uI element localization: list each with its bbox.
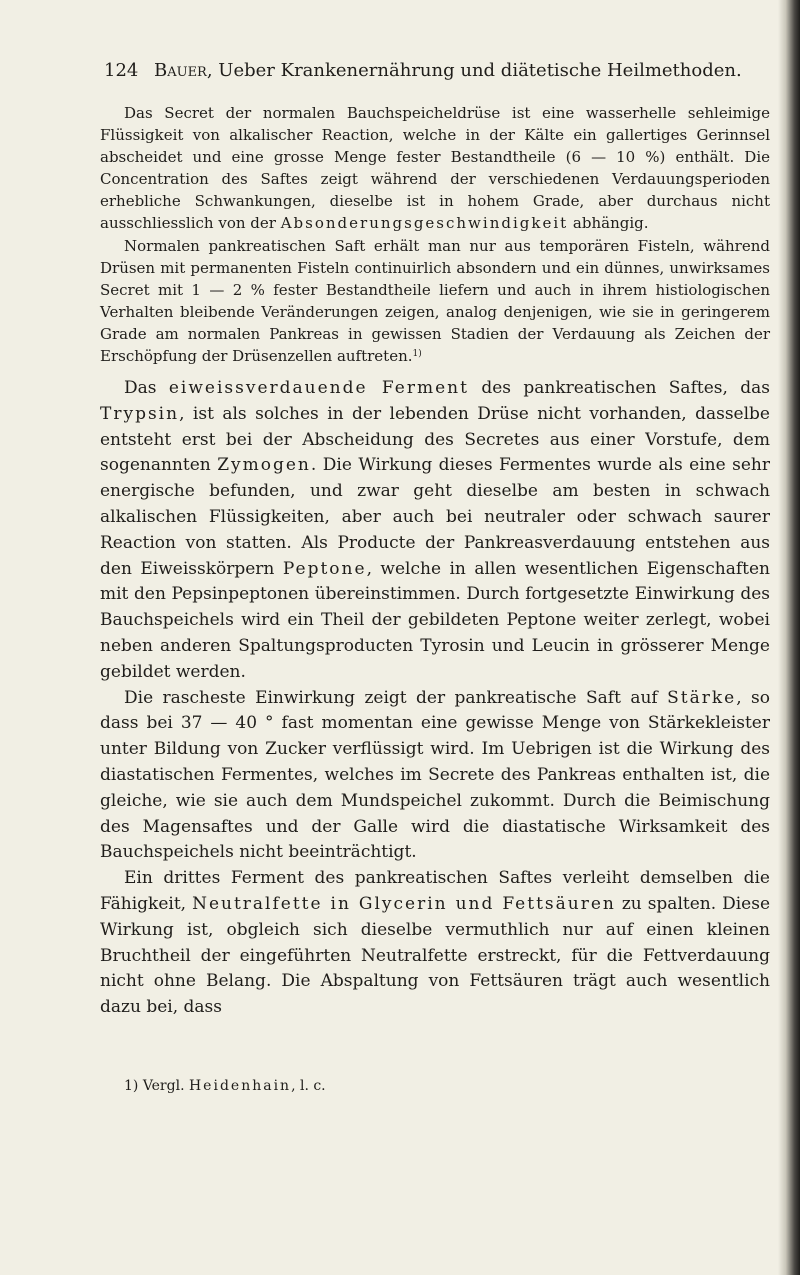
text-run: des pankreatischen Saftes, das xyxy=(468,378,770,398)
text-run: , ist als solches in der lebenden Drüse nicht vorhanden, dasselbe entsteht erst bei der Abscheidung des Secretes aus einer Vorstufe, dem sogenannten xyxy=(100,403,770,476)
footnote-reference: 1) xyxy=(412,349,422,360)
paragraph-1-text: Das Secret der normalen Bauchspeicheldrüse ist eine wasserhelle sehleimige Flüssigkeit von alkalischer Reaction, welche in der Kälte ein gallertiges Gerinnsel abscheidet und eine grosse Menge fester Bestandtheile (6 — 10 %) enthält. Die Concentration des Saftes zeigt während der verschiedenen Verdauungsperioden erhebliche Schwankungen, dieselbe ist in hohem Grade, aber durchaus nicht ausschliesslich von der xyxy=(100,104,770,233)
running-title xyxy=(154,60,742,81)
spaced-term: Trypsin xyxy=(100,403,180,424)
paragraph-1 xyxy=(100,102,770,235)
text-run: Ein drittes Ferment des pankreatischen Saftes verleiht demselben die Fähigkeit, xyxy=(100,868,770,914)
paragraph-2-text: Normalen pankreatischen Saft erhält man nur aus temporären Fisteln, während Drüsen mit permanenten Fisteln continuirlich absondern und ein dünnes, unwirksames Secret mit 1 — 2 % fester Bestandtheile liefern und auch in ihrem histiologischen Verhalten bleibende Veränderungen zeigen, analog denjenigen, wie sie in geringerem Grade am normalen Pankreas in gewissen Stadien der Verdauung als Zeichen der Erschöpfung der Drüsenzellen auftreten. xyxy=(100,236,770,366)
spaced-term: eiweissverdauende Ferment xyxy=(168,378,469,398)
text-run: Die rascheste Einwirkung zeigt der pankreatische Saft auf xyxy=(124,687,668,708)
footnote-text-end: , l. c. xyxy=(291,1078,326,1094)
footnote xyxy=(124,1078,326,1094)
text-run: , so dass bei 37 — 40 ° fast momentan eine gewisse Menge von Stärkekleister unter Bildung von Zucker verflüssigt wird. Im Uebrigen ist die Wirkung des diastatischen Fermentes, welches im Secrete des Pankreas enthalten ist, die gleiche, wie sie auch dem Mundspeichel zukommt. Durch die Beimischung des Magensaftes und der Galle wird die diastatische Wirksamkeit des Bauchspeichels nicht beeinträchtigt. xyxy=(100,687,770,863)
paragraph-1-end: abhängig. xyxy=(568,214,649,233)
page-number: 124 xyxy=(104,60,139,81)
author-name: Bauer xyxy=(154,60,207,81)
main-text-block xyxy=(100,376,770,1021)
footnote-marker: 1) xyxy=(124,1078,139,1094)
small-print-block xyxy=(100,102,770,367)
book-spine-shadow xyxy=(778,0,800,1275)
text-run: Das xyxy=(124,378,169,398)
spaced-term: Absonderungsgeschwindigkeit xyxy=(280,214,569,233)
text-run: , welche in allen wesentlichen Eigenschaften mit den Pepsinpeptonen übereinstimmen. Durch fortgesetzte Einwirkung des Bauchspeichels wird ein Theil der gebildeten Peptone weiter zerlegt, wobei neben anderen Spaltungsproducten Tyrosin und Leucin in grösserer Menge gebildet werden. xyxy=(100,558,771,682)
text-run: zu spalten. Diese Wirkung ist, obgleich sich dieselbe vermuthlich nur auf einen kleinen Bruchtheil der eingeführten Neutralfette erstreckt, für die Fettverdauung nicht ohne Belang. Die Abspaltung von Fettsäuren trägt auch wesentlich dazu bei, dass xyxy=(100,893,771,1018)
footnote-author: Heidenhain xyxy=(188,1078,292,1094)
spaced-term: Stärke xyxy=(667,687,737,708)
paragraph-5 xyxy=(100,866,770,1021)
spaced-term: Peptone xyxy=(282,558,367,579)
spaced-term: Neutralfette in Glycerin und Fettsäuren xyxy=(192,893,616,914)
running-title-text: , Ueber Krankenernährung und diätetische Heilmethoden. xyxy=(206,60,742,81)
paragraph-4 xyxy=(100,686,770,867)
footnote-text: Vergl. xyxy=(138,1078,189,1094)
paragraph-2 xyxy=(100,235,770,368)
text-run: . Die Wirkung dieses Fermentes wurde als eine sehr energische befunden, und zwar geht dieselbe am besten in schwach alkalischen Flüssigkeiten, aber auch bei neutraler oder schwach saurer Reaction von statten. Als Producte der Pankreasverdauung entstehen aus den Eiweisskörpern xyxy=(100,455,771,579)
paragraph-3 xyxy=(100,376,770,686)
spaced-term: Zymogen xyxy=(217,455,311,476)
